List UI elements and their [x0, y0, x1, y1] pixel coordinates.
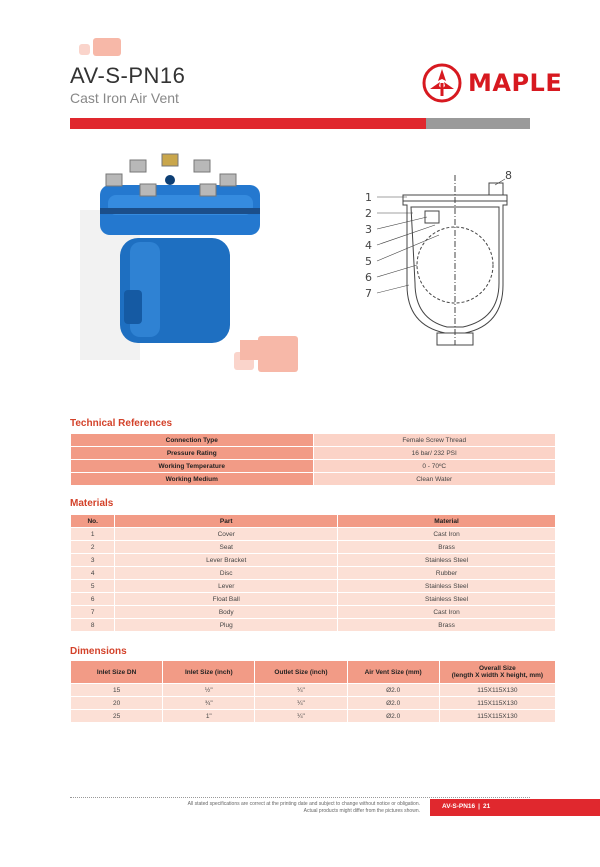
- part-number: 4: [71, 567, 114, 579]
- reference-label: Working Temperature: [71, 460, 313, 472]
- header-bar-red: [70, 118, 426, 129]
- reference-value: 0 - 70ºC: [314, 460, 556, 472]
- callout-5: 5: [365, 255, 372, 268]
- overall-size-subheader: (length X width X height, mm): [451, 672, 544, 679]
- page-subtitle: Cast Iron Air Vent: [70, 90, 179, 106]
- part-material: Brass: [338, 541, 555, 553]
- part-name: Float Ball: [115, 593, 337, 605]
- table-row: [71, 580, 555, 592]
- decorative-square: [258, 336, 298, 372]
- outlet-size-inch: ¼": [255, 697, 346, 709]
- header-bar-gray: [426, 118, 530, 129]
- footer-page-tab: [430, 799, 600, 816]
- inlet-size-dn: 20: [71, 697, 162, 709]
- part-material: Brass: [338, 619, 555, 631]
- table-row: [71, 619, 555, 631]
- table-row: [71, 473, 555, 485]
- part-name: Body: [115, 606, 337, 618]
- outlet-size-inch: ¼": [255, 684, 346, 696]
- decorative-square: [79, 44, 90, 55]
- technical-references-heading: Technical References: [70, 418, 173, 429]
- table-row: [71, 606, 555, 618]
- materials-heading: Materials: [70, 498, 114, 509]
- table-row: [71, 710, 555, 722]
- table-row: [71, 697, 555, 709]
- overall-size-header: Overall Size: [478, 665, 516, 672]
- technical-references-table: [70, 433, 556, 486]
- part-name: Seat: [115, 541, 337, 553]
- column-header: Outlet Size (inch): [255, 661, 346, 683]
- reference-label: Working Medium: [71, 473, 313, 485]
- inlet-size-inch: 1": [163, 710, 254, 722]
- overall-size: 115X115X130: [440, 710, 555, 722]
- column-header: Inlet Size (inch): [163, 661, 254, 683]
- page-title: AV-S-PN16: [70, 63, 186, 88]
- materials-table: [70, 514, 556, 632]
- part-material: Stainless Steel: [338, 593, 555, 605]
- table-row: [71, 567, 555, 579]
- part-material: Stainless Steel: [338, 580, 555, 592]
- reference-value: Clean Water: [314, 473, 556, 485]
- product-photo: [80, 150, 260, 365]
- part-material: Stainless Steel: [338, 554, 555, 566]
- part-number: 6: [71, 593, 114, 605]
- column-header: Part: [115, 515, 337, 527]
- reference-label: Connection Type: [71, 434, 313, 446]
- brand-name: MAPLE: [468, 69, 563, 97]
- disclaimer-line: All stated specifications are correct at the printing date and subject to change without notice or obligation.: [187, 801, 420, 807]
- callout-8: 8: [505, 169, 512, 182]
- overall-size: 115X115X130: [440, 697, 555, 709]
- callout-4: 4: [365, 239, 372, 252]
- page-number: 21: [482, 803, 491, 810]
- footer-model-label: AV-S-PN16: [442, 803, 476, 810]
- footer-separator: |: [478, 803, 480, 810]
- table-row: [71, 541, 555, 553]
- part-number: 1: [71, 528, 114, 540]
- part-name: Disc: [115, 567, 337, 579]
- inlet-size-inch: ½": [163, 684, 254, 696]
- dimensions-table: [70, 660, 556, 723]
- decorative-square: [93, 38, 121, 56]
- column-header: [440, 661, 555, 683]
- disclaimer-line: Actual products might differ from the pictures shown.: [303, 808, 420, 814]
- inlet-size-dn: 15: [71, 684, 162, 696]
- column-header: No.: [71, 515, 114, 527]
- table-row: [71, 554, 555, 566]
- inlet-size-dn: 25: [71, 710, 162, 722]
- part-name: Plug: [115, 619, 337, 631]
- part-material: Cast Iron: [338, 606, 555, 618]
- air-vent-size: Ø2.0: [348, 697, 439, 709]
- cross-section-drawing: [355, 165, 525, 350]
- column-header: Air Vent Size (mm): [348, 661, 439, 683]
- callout-7: 7: [365, 287, 372, 300]
- table-row: [71, 593, 555, 605]
- air-vent-size: Ø2.0: [348, 684, 439, 696]
- dimensions-heading: Dimensions: [70, 646, 127, 657]
- part-number: 8: [71, 619, 114, 631]
- table-row: [71, 447, 555, 459]
- footer-disclaimer: [110, 801, 420, 815]
- reference-value: Female Screw Thread: [314, 434, 556, 446]
- reference-label: Pressure Rating: [71, 447, 313, 459]
- table-header-row: [71, 515, 555, 527]
- footer-divider: [70, 797, 530, 798]
- part-name: Lever Bracket: [115, 554, 337, 566]
- part-number: 7: [71, 606, 114, 618]
- decorative-square: [234, 352, 254, 370]
- inlet-size-inch: ¾": [163, 697, 254, 709]
- part-number: 3: [71, 554, 114, 566]
- part-number: 5: [71, 580, 114, 592]
- callout-6: 6: [365, 271, 372, 284]
- part-material: Rubber: [338, 567, 555, 579]
- overall-size: 115X115X130: [440, 684, 555, 696]
- part-name: Lever: [115, 580, 337, 592]
- callout-3: 3: [365, 223, 372, 236]
- part-material: Cast Iron: [338, 528, 555, 540]
- callout-1: 1: [365, 191, 372, 204]
- callout-2: 2: [365, 207, 372, 220]
- table-header-row: [71, 661, 555, 683]
- air-vent-size: Ø2.0: [348, 710, 439, 722]
- table-row: [71, 460, 555, 472]
- reference-value: 16 bar/ 232 PSI: [314, 447, 556, 459]
- table-row: [71, 434, 555, 446]
- part-number: 2: [71, 541, 114, 553]
- column-header: Material: [338, 515, 555, 527]
- part-name: Cover: [115, 528, 337, 540]
- outlet-size-inch: ¼": [255, 710, 346, 722]
- column-header: Inlet Size DN: [71, 661, 162, 683]
- table-row: [71, 684, 555, 696]
- maple-logo-icon: [422, 63, 462, 103]
- brand-logo: [422, 63, 562, 103]
- table-row: [71, 528, 555, 540]
